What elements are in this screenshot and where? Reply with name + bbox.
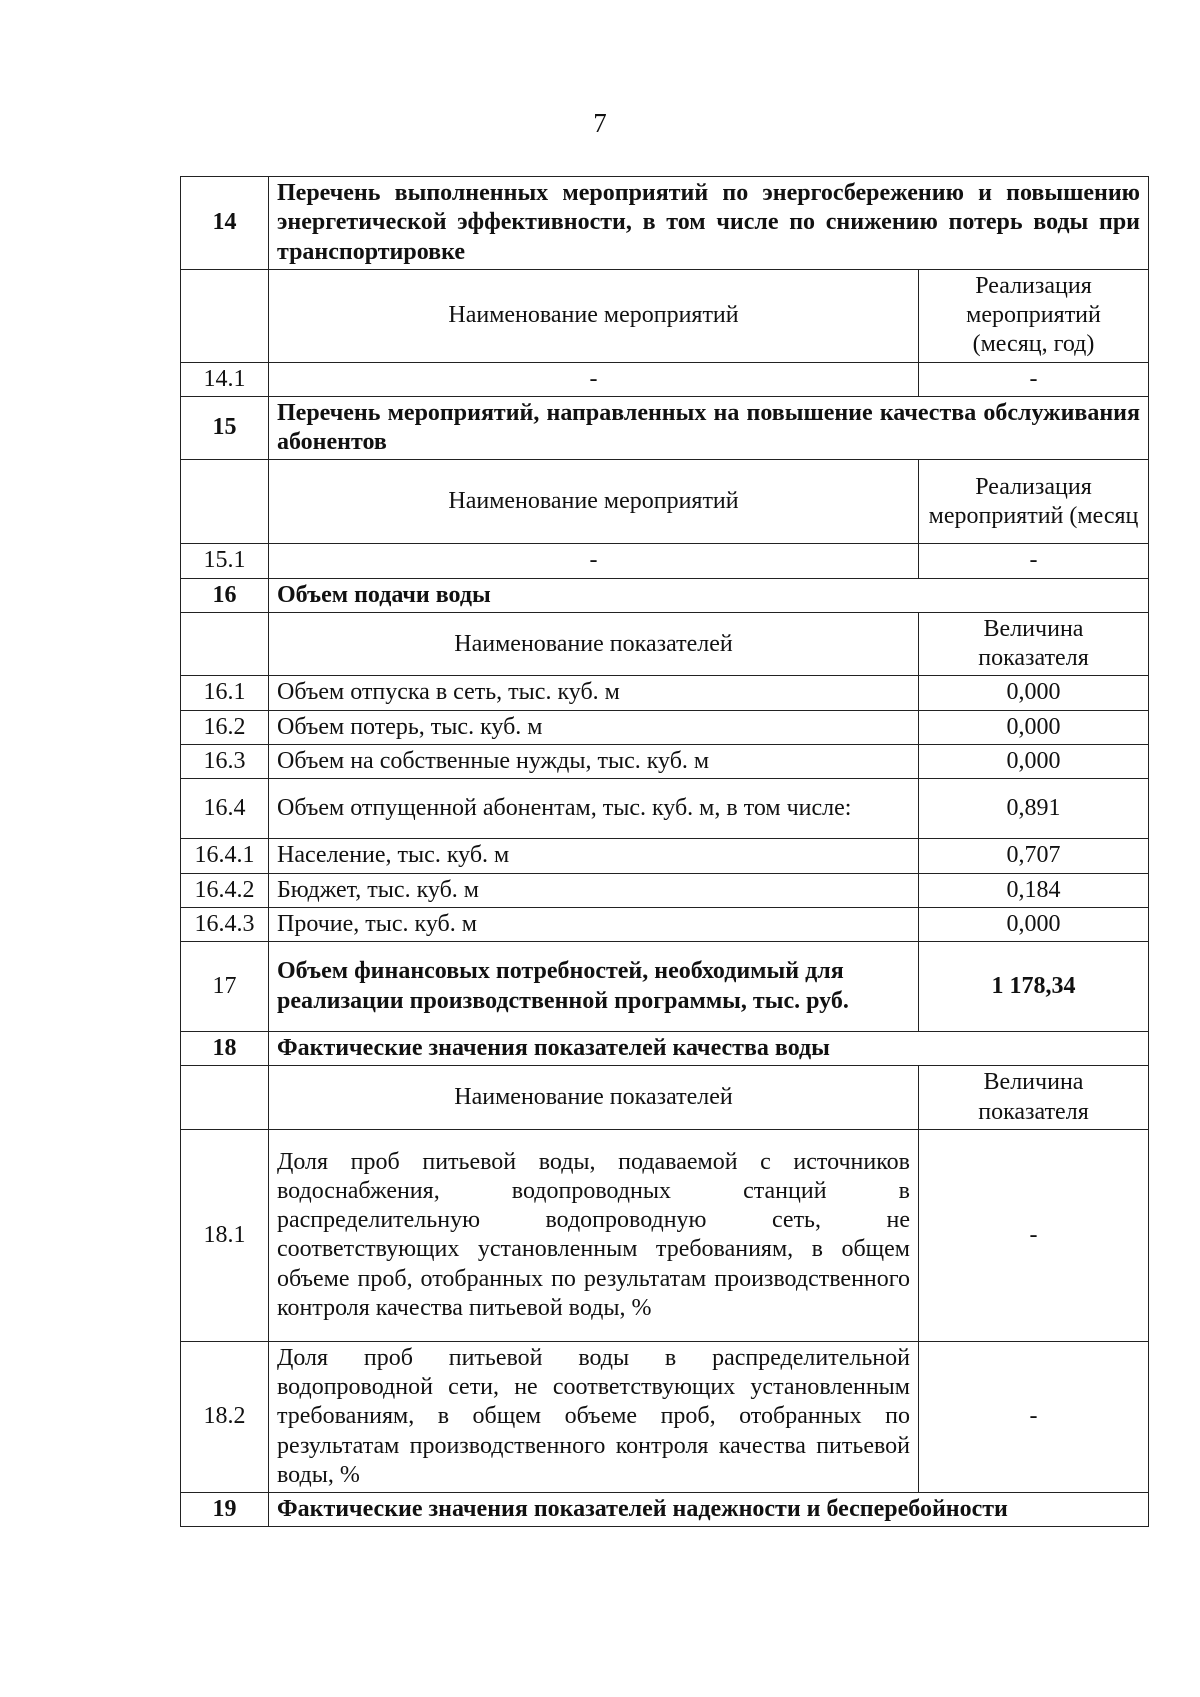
row-value: 0,000 — [919, 676, 1149, 710]
row-name: Доля проб питьевой воды в распределительной водопроводной сети, не соответствующих установленным требованиям, в общем объеме проб, отобранных по результатам производственного контроля качества питьевой воды, % — [269, 1341, 919, 1492]
empty-cell — [181, 460, 269, 544]
table-row — [181, 676, 1149, 710]
table-row — [181, 1129, 1149, 1341]
table-row — [181, 839, 1149, 873]
column-header-row — [181, 269, 1149, 362]
column-header-value: Реализация мероприятий (месяц, год) — [919, 269, 1149, 362]
column-header-name: Наименование показателей — [269, 1066, 919, 1130]
table-row — [181, 710, 1149, 744]
row-name: Бюджет, тыс. куб. м — [269, 873, 919, 907]
empty-cell — [181, 269, 269, 362]
section-number: 17 — [181, 942, 269, 1032]
section-number: 14 — [181, 177, 269, 270]
section-18-header — [181, 1032, 1149, 1066]
row-value: 0,707 — [919, 839, 1149, 873]
column-header-name: Наименование мероприятий — [269, 460, 919, 544]
table-row — [181, 544, 1149, 578]
column-header-name: Наименование показателей — [269, 612, 919, 676]
table-row — [181, 744, 1149, 778]
row-number: 15.1 — [181, 544, 269, 578]
column-header-row — [181, 1066, 1149, 1130]
row-value: - — [919, 1129, 1149, 1341]
table-row — [181, 907, 1149, 941]
section-16-header — [181, 578, 1149, 612]
table-row — [181, 779, 1149, 839]
section-title: Фактические значения показателей надежности и бесперебойности — [269, 1493, 1149, 1527]
row-value: 0,000 — [919, 744, 1149, 778]
row-value: - — [919, 544, 1149, 578]
row-value: 0,891 — [919, 779, 1149, 839]
empty-cell — [181, 612, 269, 676]
section-title: Фактические значения показателей качества воды — [269, 1032, 1149, 1066]
production-program-table — [180, 176, 1149, 1527]
row-number: 14.1 — [181, 362, 269, 396]
financial-needs-value: 1 178,34 — [919, 942, 1149, 1032]
row-number: 18.1 — [181, 1129, 269, 1341]
row-name: - — [269, 362, 919, 396]
row-name: Объем отпуска в сеть, тыс. куб. м — [269, 676, 919, 710]
section-number: 16 — [181, 578, 269, 612]
row-number: 16.2 — [181, 710, 269, 744]
row-name: Прочие, тыс. куб. м — [269, 907, 919, 941]
row-name: Доля проб питьевой воды, подаваемой с источников водоснабжения, водопроводных станций в распределительную водопроводную сеть, не соответствующих установленным требованиям, в общем объеме проб, отобранных по результатам производственного контроля качества питьевой воды, % — [269, 1129, 919, 1341]
column-header-value: Величина показателя — [919, 612, 1149, 676]
table-row — [181, 1341, 1149, 1492]
row-name: Объем отпущенной абонентам, тыс. куб. м, в том числе: — [269, 779, 919, 839]
page-number: 7 — [593, 108, 607, 138]
table-row — [181, 362, 1149, 396]
section-15-header — [181, 396, 1149, 460]
row-value: - — [919, 362, 1149, 396]
section-number: 19 — [181, 1493, 269, 1527]
empty-cell — [181, 1066, 269, 1130]
row-number: 18.2 — [181, 1341, 269, 1492]
column-header-row — [181, 460, 1149, 544]
row-number: 16.4.2 — [181, 873, 269, 907]
section-title: Перечень выполненных мероприятий по энергосбережению и повышению энергетической эффективности, в том числе по снижению потерь воды при транспортировке — [269, 177, 1149, 270]
row-number: 16.4.3 — [181, 907, 269, 941]
section-number: 15 — [181, 396, 269, 460]
column-header-row — [181, 612, 1149, 676]
row-value: - — [919, 1341, 1149, 1492]
row-number: 16.4 — [181, 779, 269, 839]
row-value: 0,000 — [919, 710, 1149, 744]
row-name: Объем на собственные нужды, тыс. куб. м — [269, 744, 919, 778]
section-17-row — [181, 942, 1149, 1032]
section-title: Объем подачи воды — [269, 578, 1149, 612]
row-name: Население, тыс. куб. м — [269, 839, 919, 873]
column-header-value: Величина показателя — [919, 1066, 1149, 1130]
column-header-value: Реализация мероприятий (месяц — [919, 460, 1149, 544]
row-number: 16.4.1 — [181, 839, 269, 873]
row-number: 16.1 — [181, 676, 269, 710]
section-14-header — [181, 177, 1149, 270]
row-value: 0,184 — [919, 873, 1149, 907]
section-title: Перечень мероприятий, направленных на повышение качества обслуживания абонентов — [269, 396, 1149, 460]
row-number: 16.3 — [181, 744, 269, 778]
section-number: 18 — [181, 1032, 269, 1066]
row-value: 0,000 — [919, 907, 1149, 941]
table-row — [181, 873, 1149, 907]
row-name: - — [269, 544, 919, 578]
section-19-header — [181, 1493, 1149, 1527]
section-title: Объем финансовых потребностей, необходимый для реализации производственной программы, тыс. руб. — [269, 942, 919, 1032]
row-name: Объем потерь, тыс. куб. м — [269, 710, 919, 744]
column-header-name: Наименование мероприятий — [269, 269, 919, 362]
